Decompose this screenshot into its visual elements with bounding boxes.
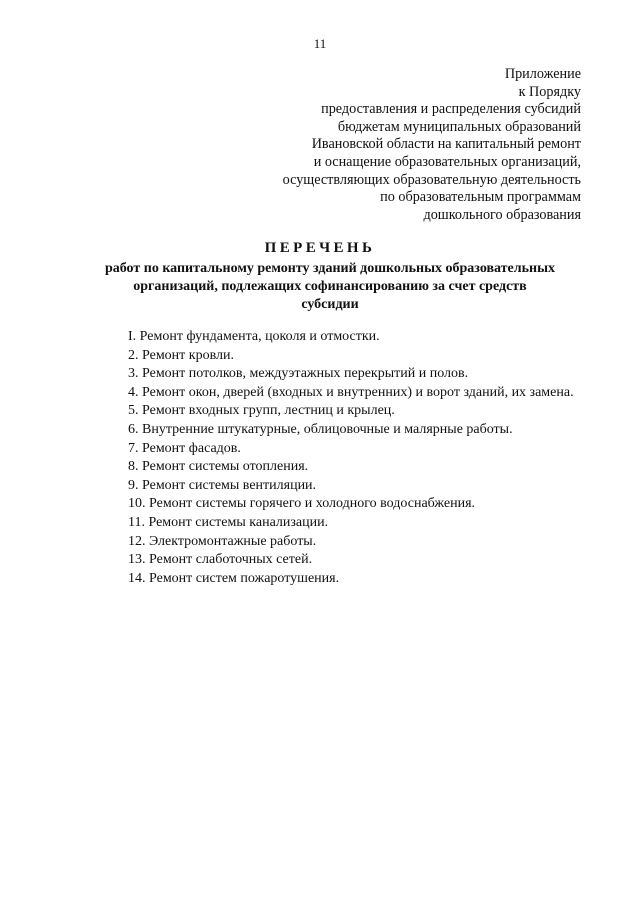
- list-item: 12. Электромонтажные работы.: [128, 533, 317, 549]
- appendix-line: и оснащение образовательных организаций,: [313, 153, 581, 170]
- list-item: 9. Ремонт системы вентиляции.: [128, 477, 317, 493]
- appendix-line: дошкольного образования: [423, 206, 581, 223]
- subtitle-line: субсидии: [301, 296, 359, 312]
- subtitle-line: организаций, подлежащих софинансированию за счет средств: [133, 278, 527, 294]
- list-item: 3. Ремонт потолков, междуэтажных перекрытий и полов.: [128, 366, 469, 382]
- appendix-header: [283, 66, 581, 224]
- list-item: 5. Ремонт входных групп, лестниц и крылец.: [128, 403, 395, 419]
- list-item: 13. Ремонт слаботочных сетей.: [128, 552, 313, 568]
- list-item: 2. Ремонт кровли.: [128, 347, 234, 363]
- list-item: 6. Внутренние штукатурные, облицовочные и малярные работы.: [128, 421, 513, 437]
- appendix-line: бюджетам муниципальных образований: [337, 118, 581, 135]
- document-title: ПЕРЕЧЕНЬ: [264, 240, 376, 256]
- appendix-line: предоставления и распределения субсидий: [321, 101, 581, 118]
- appendix-line: по образовательным программам: [380, 189, 581, 206]
- list-item: 8. Ремонт системы отопления.: [128, 459, 309, 475]
- works-list: [90, 328, 580, 588]
- page-number: 11: [313, 36, 327, 51]
- document-subtitle: [80, 260, 580, 313]
- list-item: 4. Ремонт окон, дверей (входных и внутренних) и ворот зданий, их замена.: [128, 384, 574, 400]
- appendix-line: Приложение: [504, 66, 581, 82]
- list-item: 11. Ремонт системы канализации.: [128, 514, 329, 530]
- appendix-line: Ивановской области на капитальный ремонт: [311, 136, 581, 153]
- appendix-line: к Порядку: [518, 83, 581, 100]
- list-item: 10. Ремонт системы горячего и холодного водоснабжения.: [128, 496, 476, 512]
- subtitle-line: работ по капитальному ремонту зданий дошкольных образовательных: [104, 261, 556, 276]
- list-item: 7. Ремонт фасадов.: [128, 440, 241, 456]
- appendix-line: осуществляющих образовательную деятельность: [282, 171, 581, 188]
- list-item: I. Ремонт фундамента, цоколя и отмостки.: [128, 329, 380, 344]
- list-item: 14. Ремонт систем пожаротушения.: [128, 570, 340, 586]
